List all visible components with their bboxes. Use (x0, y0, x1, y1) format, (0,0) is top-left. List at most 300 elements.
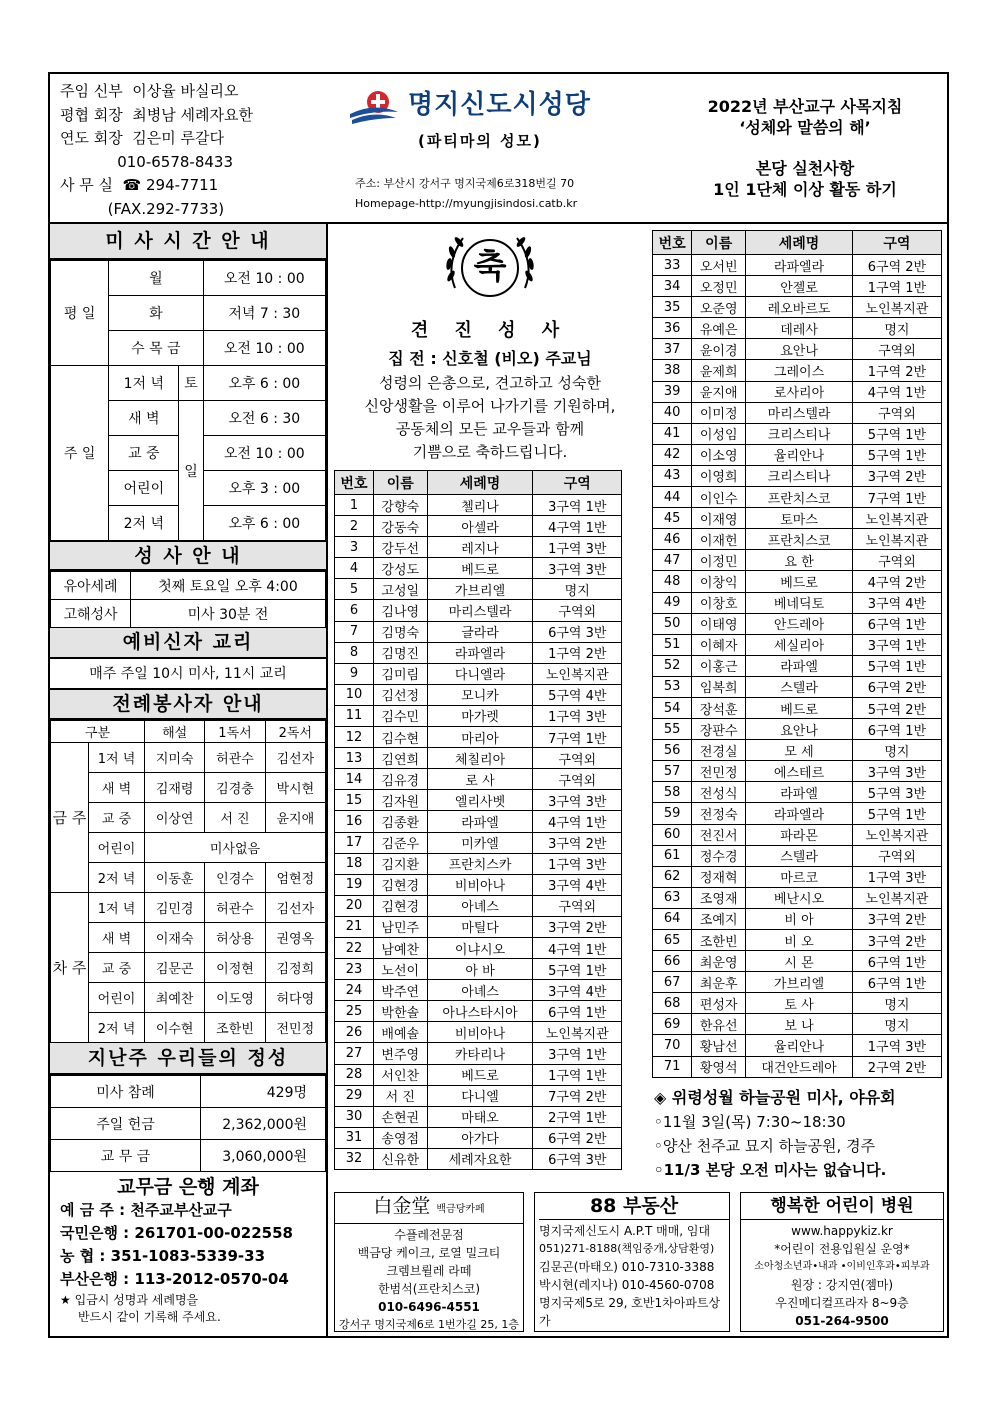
bank-line: 부산은행 : 113-2012-0570-04 (60, 1270, 289, 1288)
catechumen-title: 예비신자 교리 (50, 628, 326, 659)
roster-cell: 명지 (852, 318, 941, 339)
roster-header-cell: 세례명 (746, 231, 853, 255)
roster-cell: 명지 (852, 1014, 941, 1035)
roster-cell: 이냐시오 (427, 937, 533, 958)
homepage-link[interactable]: Homepage-http://myungjisindosi.catb.kr (355, 197, 578, 210)
sacrament-time: 첫째 토요일 오후 4:00 (131, 572, 326, 600)
bank-line: 예 금 주 : 천주교부산교구 (60, 1201, 232, 1219)
roster-cell: 고성일 (373, 579, 427, 600)
roster-cell: 변주영 (373, 1043, 427, 1064)
session-cell: 1저 녁 (109, 366, 179, 401)
offering-label: 미사 참례 (51, 1076, 201, 1108)
session-cell: 새 벽 (109, 401, 179, 436)
info-line: 사 무 실 ☎ 294-7711 (60, 176, 219, 194)
time-cell: 오전 10 : 00 (203, 331, 325, 366)
left-column (50, 224, 328, 1336)
roster-cell: 마틸다 (427, 916, 533, 937)
server-cell: 이재숙 (145, 923, 205, 953)
server-cell: 이도영 (205, 983, 265, 1013)
roster-cell: 29 (335, 1085, 374, 1106)
table-row (335, 916, 622, 937)
roster-cell: 46 (653, 529, 692, 550)
table-row (653, 1056, 942, 1077)
roster-cell: 오준영 (692, 297, 746, 318)
roster-cell: 9 (335, 663, 374, 684)
sacrament-table (50, 571, 326, 628)
roster-cell: 송영점 (373, 1127, 427, 1148)
roster-cell: 라파엘 (746, 655, 853, 676)
celebrant: 집 전 : 신호철 (비오) 주교님 (388, 349, 592, 368)
roster-cell: 김준우 (373, 832, 427, 853)
bank-note: ★ 입금시 성명과 세례명을 (60, 1293, 199, 1307)
roster-cell: 3구역 1반 (533, 1043, 622, 1064)
roster-cell: 베드로 (746, 697, 853, 718)
weekday-label: 평 일 (51, 261, 109, 366)
server-cell: 이동훈 (145, 863, 205, 893)
roster-cell: 명지 (852, 993, 941, 1014)
offering-value: 3,060,000원 (201, 1140, 326, 1172)
table-row (335, 1022, 622, 1043)
roster-cell: 크리스티나 (746, 465, 853, 486)
roster-cell: 6구역 1반 (852, 613, 941, 634)
church-logo-icon (348, 88, 400, 130)
roster-cell: 최운영 (692, 951, 746, 972)
roster-cell: 구역외 (533, 600, 622, 621)
roster-cell: 로 사 (427, 769, 533, 790)
roster-cell: 4구역 2반 (852, 571, 941, 592)
message-line: 기쁨으로 축하드립니다. (412, 443, 568, 461)
day-cell: 월 (109, 261, 203, 296)
roster-cell: 장석훈 (692, 697, 746, 718)
roster-cell: 11 (335, 705, 374, 726)
roster-cell: 아녜스 (427, 980, 533, 1001)
roster-cell: 23 (335, 959, 374, 980)
table-row (653, 824, 942, 845)
table-row (653, 1014, 942, 1035)
roster-cell: 노인복지관 (852, 529, 941, 550)
table-row (335, 790, 622, 811)
roster-cell: 배예솔 (373, 1022, 427, 1043)
offering-value: 429명 (201, 1076, 326, 1108)
roster-cell: 남예찬 (373, 937, 427, 958)
roster-cell: 아셀라 (427, 516, 533, 537)
table-row (335, 705, 622, 726)
roster-cell: 5구역 4반 (533, 684, 622, 705)
roster-cell: 모 세 (746, 740, 853, 761)
table-row (653, 634, 942, 655)
session-cell: 교 중 (89, 803, 145, 833)
ad-line: 명지국제신도시 A.P.T 매매, 임대 (539, 1224, 711, 1238)
ad-line: 원장 : 강지연(젬마) (790, 1278, 894, 1292)
roster-cell: 6구역 3반 (533, 621, 622, 642)
table-row (653, 908, 942, 929)
roster-cell: 첼리나 (427, 495, 533, 516)
roster-cell: 세실리아 (746, 634, 853, 655)
roster-cell: 전경실 (692, 740, 746, 761)
roster-cell: 1구역 3반 (852, 1035, 941, 1056)
offering-table (50, 1075, 326, 1172)
roster-cell: 52 (653, 655, 692, 676)
server-cell: 김선자 (265, 743, 325, 773)
session-cell: 1저 녁 (89, 743, 145, 773)
ad-title (335, 1193, 523, 1224)
roster-cell: 18 (335, 853, 374, 874)
roster-cell: 임복희 (692, 676, 746, 697)
roster-cell: 28 (335, 1064, 374, 1085)
sacrament-name: 고해성사 (51, 600, 131, 628)
roster-cell: 3구역 4반 (533, 874, 622, 895)
roster-cell: 이태영 (692, 613, 746, 634)
table-row (335, 1064, 622, 1085)
roster-cell: 7구역 1반 (533, 727, 622, 748)
roster-cell: 5구역 1반 (852, 803, 941, 824)
roster-cell: 카타리나 (427, 1043, 533, 1064)
roster-cell: 1구역 3반 (533, 705, 622, 726)
this-week-label: 금 주 (51, 743, 89, 893)
roster-cell: 율리안나 (746, 1035, 853, 1056)
table-row (653, 339, 942, 360)
ad-title-text: 白金堂 (373, 1195, 431, 1217)
roster-cell: 아녜스 (427, 895, 533, 916)
roster-cell: 데레사 (746, 318, 853, 339)
time-cell: 오후 6 : 00 (203, 506, 325, 541)
ad-title: 행복한 어린이 병원 (741, 1193, 943, 1220)
offering-label: 교 무 금 (51, 1140, 201, 1172)
roster-cell: 47 (653, 550, 692, 571)
roster-cell: 전민정 (692, 761, 746, 782)
roster-cell: 스텔라 (746, 676, 853, 697)
server-cell: 허관수 (205, 893, 265, 923)
server-cell: 윤지애 (265, 803, 325, 833)
roster-cell: 43 (653, 465, 692, 486)
offering-title: 지난주 우리들의 정성 (50, 1043, 326, 1075)
roster-cell: 3구역 3반 (533, 558, 622, 579)
roster-cell: 7구역 2반 (533, 1085, 622, 1106)
roster-cell: 강향숙 (373, 495, 427, 516)
roster-cell: 윤이경 (692, 339, 746, 360)
table-row (335, 1127, 622, 1148)
ad-line: 박시현(레지나) 010-4560-0708 (539, 1278, 715, 1292)
roster-cell: 5 (335, 579, 374, 600)
table-row (335, 621, 622, 642)
roster-cell: 장판수 (692, 719, 746, 740)
roster-cell: 명지 (852, 740, 941, 761)
header-cell: 해설 (145, 721, 205, 743)
roster-cell: 44 (653, 487, 692, 508)
address: 주소: 부산시 강서구 명지국제6로318번길 70 (355, 177, 575, 190)
roster-cell: 57 (653, 761, 692, 782)
server-cell: 엄현정 (265, 863, 325, 893)
roster-cell: 가브리엘 (427, 579, 533, 600)
roster-cell: 62 (653, 866, 692, 887)
roster-cell: 5구역 1반 (852, 655, 941, 676)
roster-cell: 31 (335, 1127, 374, 1148)
sacrament-time: 미사 30분 전 (131, 600, 326, 628)
server-cell: 허상용 (205, 923, 265, 953)
roster-cell: 요 한 (746, 550, 853, 571)
event-line: ◦11/3 본당 오전 미사는 없습니다. (654, 1161, 887, 1179)
roster-cell: 요안나 (746, 719, 853, 740)
server-cell: 김재령 (145, 773, 205, 803)
roster-cell: 라파엘 (427, 811, 533, 832)
roster-header-cell: 번호 (335, 471, 374, 495)
roster-cell: 마르코 (746, 866, 853, 887)
roster-cell: 22 (335, 937, 374, 958)
roster-cell: 이창호 (692, 592, 746, 613)
roster-cell: 3 (335, 537, 374, 558)
roster-cell: 김유경 (373, 769, 427, 790)
ad-line: 명지국제5로 29, 호반1차아파트상가 (539, 1296, 721, 1328)
table-row (335, 1001, 622, 1022)
table-row (653, 782, 942, 803)
roster-cell: 58 (653, 782, 692, 803)
roster-cell: 53 (653, 676, 692, 697)
table-row (653, 845, 942, 866)
roster-cell: 남민주 (373, 916, 427, 937)
roster-cell: 요안나 (746, 339, 853, 360)
info-line: 평협 회장 최병남 세례자요한 (60, 105, 253, 124)
roster-cell: 3구역 3반 (533, 790, 622, 811)
roster-cell: 2 (335, 516, 374, 537)
table-row (335, 748, 622, 769)
roster-cell: 69 (653, 1014, 692, 1035)
roster-cell: 다니엘라 (427, 663, 533, 684)
server-cell: 이정현 (205, 953, 265, 983)
session-cell: 교 중 (89, 953, 145, 983)
roster-cell: 5구역 2반 (852, 697, 941, 718)
mass-times-table (50, 260, 326, 541)
table-row (335, 769, 622, 790)
time-cell: 오후 3 : 00 (203, 471, 325, 506)
roster-cell: 60 (653, 824, 692, 845)
time-cell: 오전 10 : 00 (203, 261, 325, 296)
roster-cell: 이정민 (692, 550, 746, 571)
roster-cell: 레지나 (427, 537, 533, 558)
table-row (335, 853, 622, 874)
roster-cell: 15 (335, 790, 374, 811)
ad-hospital (740, 1192, 944, 1332)
bulletin-page (48, 72, 949, 1338)
table-row (653, 255, 942, 276)
session-cell: 2저 녁 (89, 863, 145, 893)
roster-header-cell: 구역 (852, 231, 941, 255)
roster-cell: 베드로 (427, 1064, 533, 1085)
roster-cell: 14 (335, 769, 374, 790)
guideline-line: 2022년 부산교구 사목지침 (707, 97, 903, 116)
roster-cell: 손현권 (373, 1106, 427, 1127)
roster-cell: 서 진 (373, 1085, 427, 1106)
roster-cell: 56 (653, 740, 692, 761)
celebration-title: 견 진 성 사 (410, 320, 570, 341)
roster-cell: 3구역 4반 (533, 980, 622, 1001)
table-row (653, 993, 942, 1014)
roster-cell: 4구역 1반 (533, 811, 622, 832)
roster-cell: 조영재 (692, 887, 746, 908)
roster-cell: 전성식 (692, 782, 746, 803)
roster-cell: 강동숙 (373, 516, 427, 537)
roster-cell: 비비아나 (427, 874, 533, 895)
table-row (653, 740, 942, 761)
roster-cell: 6구역 1반 (852, 972, 941, 993)
table-row (653, 951, 942, 972)
table-row (335, 811, 622, 832)
ad-line: 백금당 케이크, 로열 밀크티 (357, 1246, 501, 1260)
next-week-label: 차 주 (51, 893, 89, 1043)
roster-cell: 이재영 (692, 508, 746, 529)
table-row (335, 895, 622, 916)
roster-cell: 김현경 (373, 874, 427, 895)
roster-cell: 노인복지관 (852, 887, 941, 908)
table-row (335, 537, 622, 558)
roster-cell: 베드로 (427, 558, 533, 579)
time-cell: 오후 6 : 00 (203, 366, 325, 401)
roster-cell: 54 (653, 697, 692, 718)
roster-cell: 1구역 1반 (533, 1064, 622, 1085)
roster-cell: 42 (653, 444, 692, 465)
roster-cell: 정재혁 (692, 866, 746, 887)
roster-cell: 박주연 (373, 980, 427, 1001)
roster-cell: 미카엘 (427, 832, 533, 853)
table-row (653, 1035, 942, 1056)
roster-cell: 라파엘라 (746, 803, 853, 824)
table-row (653, 444, 942, 465)
roster-cell: 라파엘라 (746, 255, 853, 276)
table-row (335, 516, 622, 537)
day-cell: 화 (109, 296, 203, 331)
roster-cell: 엘리사벳 (427, 790, 533, 811)
server-cell: 전민정 (265, 1013, 325, 1043)
roster-cell: 3구역 2반 (852, 908, 941, 929)
roster-cell: 63 (653, 887, 692, 908)
roster-cell: 4구역 1반 (533, 516, 622, 537)
ad-line: 크렘브륄레 라떼 (386, 1264, 472, 1278)
roster-cell: 오서빈 (692, 255, 746, 276)
roster-cell: 구역외 (852, 402, 941, 423)
table-row (653, 719, 942, 740)
roster-cell: 베네딕토 (746, 592, 853, 613)
day-cell: 일 (179, 401, 203, 541)
roster-cell: 24 (335, 980, 374, 1001)
confirmands-table-right (652, 230, 942, 1078)
roster-cell: 조예지 (692, 908, 746, 929)
info-line: 010-6578-8433 (60, 152, 234, 171)
guideline-line: 1인 1단체 이상 활동 하기 (713, 180, 897, 199)
church-name: 명지신도시성당 (408, 90, 591, 120)
ad-line: *어린이 전용입원실 운영* (774, 1242, 910, 1256)
server-cell: 최예찬 (145, 983, 205, 1013)
roster-cell: 박한솔 (373, 1001, 427, 1022)
roster-cell: 김선정 (373, 684, 427, 705)
ad-line: 우진메디컬프라자 8~9층 (775, 1296, 909, 1310)
table-row (653, 487, 942, 508)
roster-cell: 김수현 (373, 727, 427, 748)
roster-cell: 27 (335, 1043, 374, 1064)
session-cell: 2저 녁 (109, 506, 179, 541)
table-row (653, 508, 942, 529)
table-row (653, 592, 942, 613)
table-row (335, 832, 622, 853)
roster-cell: 프란치스코 (746, 487, 853, 508)
server-cell: 미사없음 (145, 833, 326, 863)
sacrament-name: 유아세례 (51, 572, 131, 600)
roster-cell: 30 (335, 1106, 374, 1127)
roster-cell: 1 (335, 495, 374, 516)
roster-cell: 가브리엘 (746, 972, 853, 993)
roster-cell: 글라라 (427, 621, 533, 642)
roster-cell: 70 (653, 1035, 692, 1056)
server-cell: 김문곤 (145, 953, 205, 983)
message-line: 신앙생활을 이루어 나가기를 기원하며, (364, 397, 616, 415)
roster-cell: 다니엘 (427, 1085, 533, 1106)
roster-cell: 59 (653, 803, 692, 824)
roster-header-cell: 이름 (692, 231, 746, 255)
roster-header-cell: 번호 (653, 231, 692, 255)
roster-cell: 3구역 1반 (533, 495, 622, 516)
roster-cell: 신유한 (373, 1148, 427, 1169)
roster-cell: 구역외 (533, 895, 622, 916)
info-line: 연도 회장 김은미 루갈다 (60, 129, 224, 147)
ad-line: 소아청소년과•내과 •이비인후과•피부과 (754, 1261, 930, 1272)
table-row (653, 529, 942, 550)
roster-cell: 5구역 1반 (852, 423, 941, 444)
roster-cell: 노인복지관 (533, 663, 622, 684)
roster-cell: 김지환 (373, 853, 427, 874)
roster-cell: 10 (335, 684, 374, 705)
roster-cell: 체칠리아 (427, 748, 533, 769)
roster-cell: 노인복지관 (852, 824, 941, 845)
roster-header-cell: 구역 (533, 471, 622, 495)
ad-title-small: 백금당카페 (436, 1204, 485, 1215)
roster-cell: 그레이스 (746, 360, 853, 381)
roster-cell: 한유선 (692, 1014, 746, 1035)
ads-row (334, 1192, 944, 1332)
table-row (653, 866, 942, 887)
ad-line: 한범석(프란치스코) (377, 1282, 481, 1296)
roster-cell: 명지 (533, 579, 622, 600)
roster-cell: 황남선 (692, 1035, 746, 1056)
roster-cell: 보 나 (746, 1014, 853, 1035)
roster-cell: 율리안나 (746, 444, 853, 465)
roster-cell: 51 (653, 634, 692, 655)
table-row (653, 381, 942, 402)
roster-cell: 구역외 (852, 845, 941, 866)
address-block (355, 174, 577, 214)
ad-line: 수플레전문점 (394, 1228, 464, 1242)
table-row (653, 297, 942, 318)
roster-cell: 노인복지관 (852, 508, 941, 529)
table-row (653, 761, 942, 782)
roster-cell: 노인복지관 (533, 1022, 622, 1043)
event-notice (654, 1086, 944, 1182)
roster-cell: 71 (653, 1056, 692, 1077)
table-row (335, 579, 622, 600)
roster-cell: 노인복지관 (852, 297, 941, 318)
roster-cell: 16 (335, 811, 374, 832)
roster-cell: 김자원 (373, 790, 427, 811)
server-cell: 허관수 (205, 743, 265, 773)
roster-cell: 66 (653, 951, 692, 972)
server-cell: 이수현 (145, 1013, 205, 1043)
roster-cell: 68 (653, 993, 692, 1014)
roster-cell: 로사리아 (746, 381, 853, 402)
session-cell: 새 벽 (89, 923, 145, 953)
roster-cell: 이성임 (692, 423, 746, 444)
roster-cell: 41 (653, 423, 692, 444)
roster-cell: 시 몬 (746, 951, 853, 972)
roster-cell: 1구역 2반 (852, 360, 941, 381)
roster-cell: 아나스타시아 (427, 1001, 533, 1022)
church-subtitle: (파티마의 성모) (418, 132, 542, 150)
